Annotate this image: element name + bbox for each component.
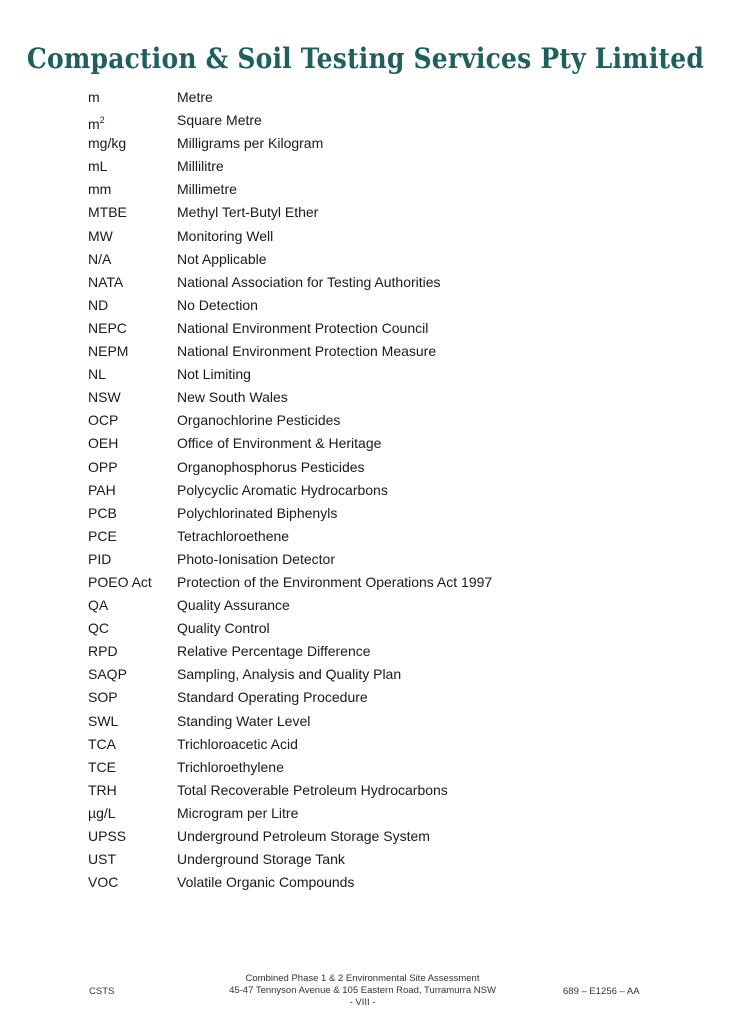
- abbreviation-row: [88, 571, 688, 594]
- abbreviation-definition: Underground Petroleum Storage System: [177, 828, 430, 844]
- abbreviation-row: [88, 802, 688, 825]
- abbreviation-definition: Not Limiting: [177, 366, 251, 383]
- abbreviation-row: [88, 132, 688, 155]
- abbreviation-definition: Not Applicable: [177, 250, 267, 267]
- abbreviation-row: [88, 779, 688, 802]
- abbreviation-row: [88, 386, 688, 409]
- footer-company-code: CSTS: [89, 986, 115, 997]
- abbreviation-term: POEO Act: [88, 573, 152, 590]
- abbreviation-definition: Tetrachloroethene: [177, 527, 290, 544]
- abbreviation-definition: Standard Operating Procedure: [177, 689, 368, 706]
- abbreviation-definition: Microgram per Litre: [177, 804, 299, 821]
- abbreviation-definition: National Environment Protection Measure: [177, 343, 437, 360]
- abbreviation-row: [88, 686, 688, 709]
- abbreviation-row: [88, 756, 688, 779]
- abbreviation-term: PCE: [88, 527, 117, 544]
- abbreviation-term: SAQP: [88, 666, 127, 683]
- abbreviation-definition: National Environment Protection Council: [177, 319, 429, 336]
- abbreviation-term: NATA: [88, 273, 124, 290]
- abbreviation-definition: Polychlorinated Biphenyls: [177, 504, 338, 521]
- abbreviation-definition: New South Wales: [177, 389, 288, 406]
- abbreviation-term: UPSS: [88, 828, 127, 844]
- abbreviation-definition: Photo-Ionisation Detector: [177, 550, 335, 567]
- abbreviation-row: [88, 871, 688, 894]
- footer-report-title: Combined Phase 1 & 2 Environmental Site Assessment: [245, 973, 480, 984]
- abbreviation-row: [88, 294, 688, 317]
- abbreviation-row: [88, 479, 688, 502]
- abbreviation-definition: Millilitre: [177, 158, 224, 175]
- abbreviation-term: SOP: [88, 689, 118, 706]
- abbreviation-term: OEH: [88, 435, 119, 452]
- abbreviation-row: [88, 432, 688, 455]
- abbreviation-term: OPP: [88, 458, 118, 475]
- abbreviation-term: $m^2$: [88, 115, 105, 133]
- abbreviation-definition: Methyl Tert-Butyl Ether: [177, 204, 319, 221]
- abbreviation-row: [88, 456, 688, 479]
- abbreviation-row: [88, 710, 688, 733]
- abbreviation-definition: Quality Assurance: [177, 597, 290, 614]
- abbreviation-term: mg/kg: [88, 135, 127, 152]
- abbreviation-definition: Standing Water Level: [177, 712, 311, 729]
- abbreviation-row: [88, 848, 688, 871]
- abbreviation-row: [88, 363, 688, 386]
- abbreviation-row: [88, 155, 688, 178]
- abbreviations-list: [88, 86, 688, 894]
- abbreviation-term: mL: [88, 158, 108, 175]
- abbreviation-term: QC: [88, 620, 109, 637]
- abbreviation-term: ND: [88, 296, 109, 313]
- abbreviation-term: TRH: [88, 781, 117, 798]
- abbreviation-term: RPD: [88, 643, 118, 660]
- abbreviation-row: [88, 640, 688, 663]
- abbreviation-definition: Office of Environment & Heritage: [177, 435, 382, 452]
- abbreviation-row: [88, 271, 688, 294]
- abbreviation-definition: Organochlorine Pesticides: [177, 412, 341, 429]
- abbreviation-definition: Millimetre: [177, 181, 237, 198]
- footer-report-number: 689 – E1256 – AA: [563, 986, 640, 997]
- abbreviation-term: NL: [88, 366, 106, 383]
- abbreviation-definition: Metre: [177, 89, 213, 105]
- abbreviation-definition: Trichloroethylene: [177, 758, 284, 775]
- abbreviation-term: NSW: [88, 389, 121, 406]
- footer-site-address: 45-47 Tennyson Avenue & 105 Eastern Road, Turramurra NSW: [229, 985, 496, 996]
- abbreviation-term: MTBE: [88, 204, 127, 221]
- page-footer: [0, 972, 731, 1012]
- abbreviation-row: [88, 317, 688, 340]
- abbreviation-row: [88, 201, 688, 224]
- company-header-title: Compaction & Soil Testing Services Pty Limited: [26, 42, 705, 75]
- abbreviation-definition: Organophosphorus Pesticides: [177, 458, 365, 475]
- abbreviation-row: [88, 548, 688, 571]
- footer-document-info: [200, 973, 525, 1009]
- abbreviation-superscript: 2: [99, 115, 105, 126]
- abbreviation-row: [88, 502, 688, 525]
- abbreviation-definition: Volatile Organic Compounds: [177, 874, 355, 891]
- abbreviation-definition: Milligrams per Kilogram: [177, 135, 324, 152]
- abbreviation-row: [88, 663, 688, 686]
- abbreviation-row: [88, 178, 688, 201]
- abbreviation-term: SWL: [88, 712, 119, 729]
- abbreviation-term: PID: [88, 550, 112, 567]
- abbreviation-definition: Polycyclic Aromatic Hydrocarbons: [177, 481, 388, 498]
- abbreviation-term: QA: [88, 597, 109, 614]
- abbreviation-definition: Monitoring Well: [177, 227, 274, 244]
- abbreviation-row: [88, 248, 688, 271]
- abbreviation-term: NEPM: [88, 343, 129, 360]
- abbreviation-definition: Total Recoverable Petroleum Hydrocarbons: [177, 781, 448, 798]
- abbreviation-term: UST: [88, 851, 116, 868]
- abbreviation-row: [88, 825, 688, 848]
- abbreviation-row: [88, 340, 688, 363]
- abbreviation-definition: National Association for Testing Authorities: [177, 273, 441, 290]
- abbreviation-definition: Relative Percentage Difference: [177, 643, 371, 660]
- abbreviation-row: [88, 733, 688, 756]
- abbreviation-definition: Square Metre: [177, 112, 262, 129]
- abbreviation-term: NEPC: [88, 319, 127, 336]
- abbreviation-definition: Protection of the Environment Operations Act 1997: [177, 573, 493, 590]
- abbreviation-term: PAH: [88, 481, 116, 498]
- abbreviation-row: [88, 525, 688, 548]
- abbreviation-row: [88, 225, 688, 248]
- abbreviation-definition: Underground Storage Tank: [177, 851, 345, 868]
- abbreviation-term: mm: [88, 181, 112, 198]
- abbreviation-definition: Sampling, Analysis and Quality Plan: [177, 666, 402, 683]
- abbreviation-row: [88, 109, 688, 132]
- abbreviation-term: PCB: [88, 504, 117, 521]
- abbreviation-term: TCE: [88, 758, 116, 775]
- abbreviation-term: m: [88, 89, 100, 105]
- abbreviation-row: [88, 594, 688, 617]
- abbreviation-term: TCA: [88, 735, 116, 752]
- abbreviation-row: [88, 86, 688, 109]
- abbreviation-definition: No Detection: [177, 296, 258, 313]
- abbreviation-term: N/A: [88, 250, 112, 267]
- abbreviation-row: [88, 409, 688, 432]
- abbreviation-term: MW: [88, 227, 113, 244]
- abbreviation-term: VOC: [88, 874, 119, 891]
- abbreviation-row: [88, 617, 688, 640]
- abbreviation-term: µg/L: [88, 804, 116, 821]
- abbreviation-term: OCP: [88, 412, 119, 429]
- footer-page-number: - VIII -: [349, 997, 376, 1008]
- abbreviation-definition: Quality Control: [177, 620, 270, 637]
- abbreviation-definition: Trichloroacetic Acid: [177, 735, 298, 752]
